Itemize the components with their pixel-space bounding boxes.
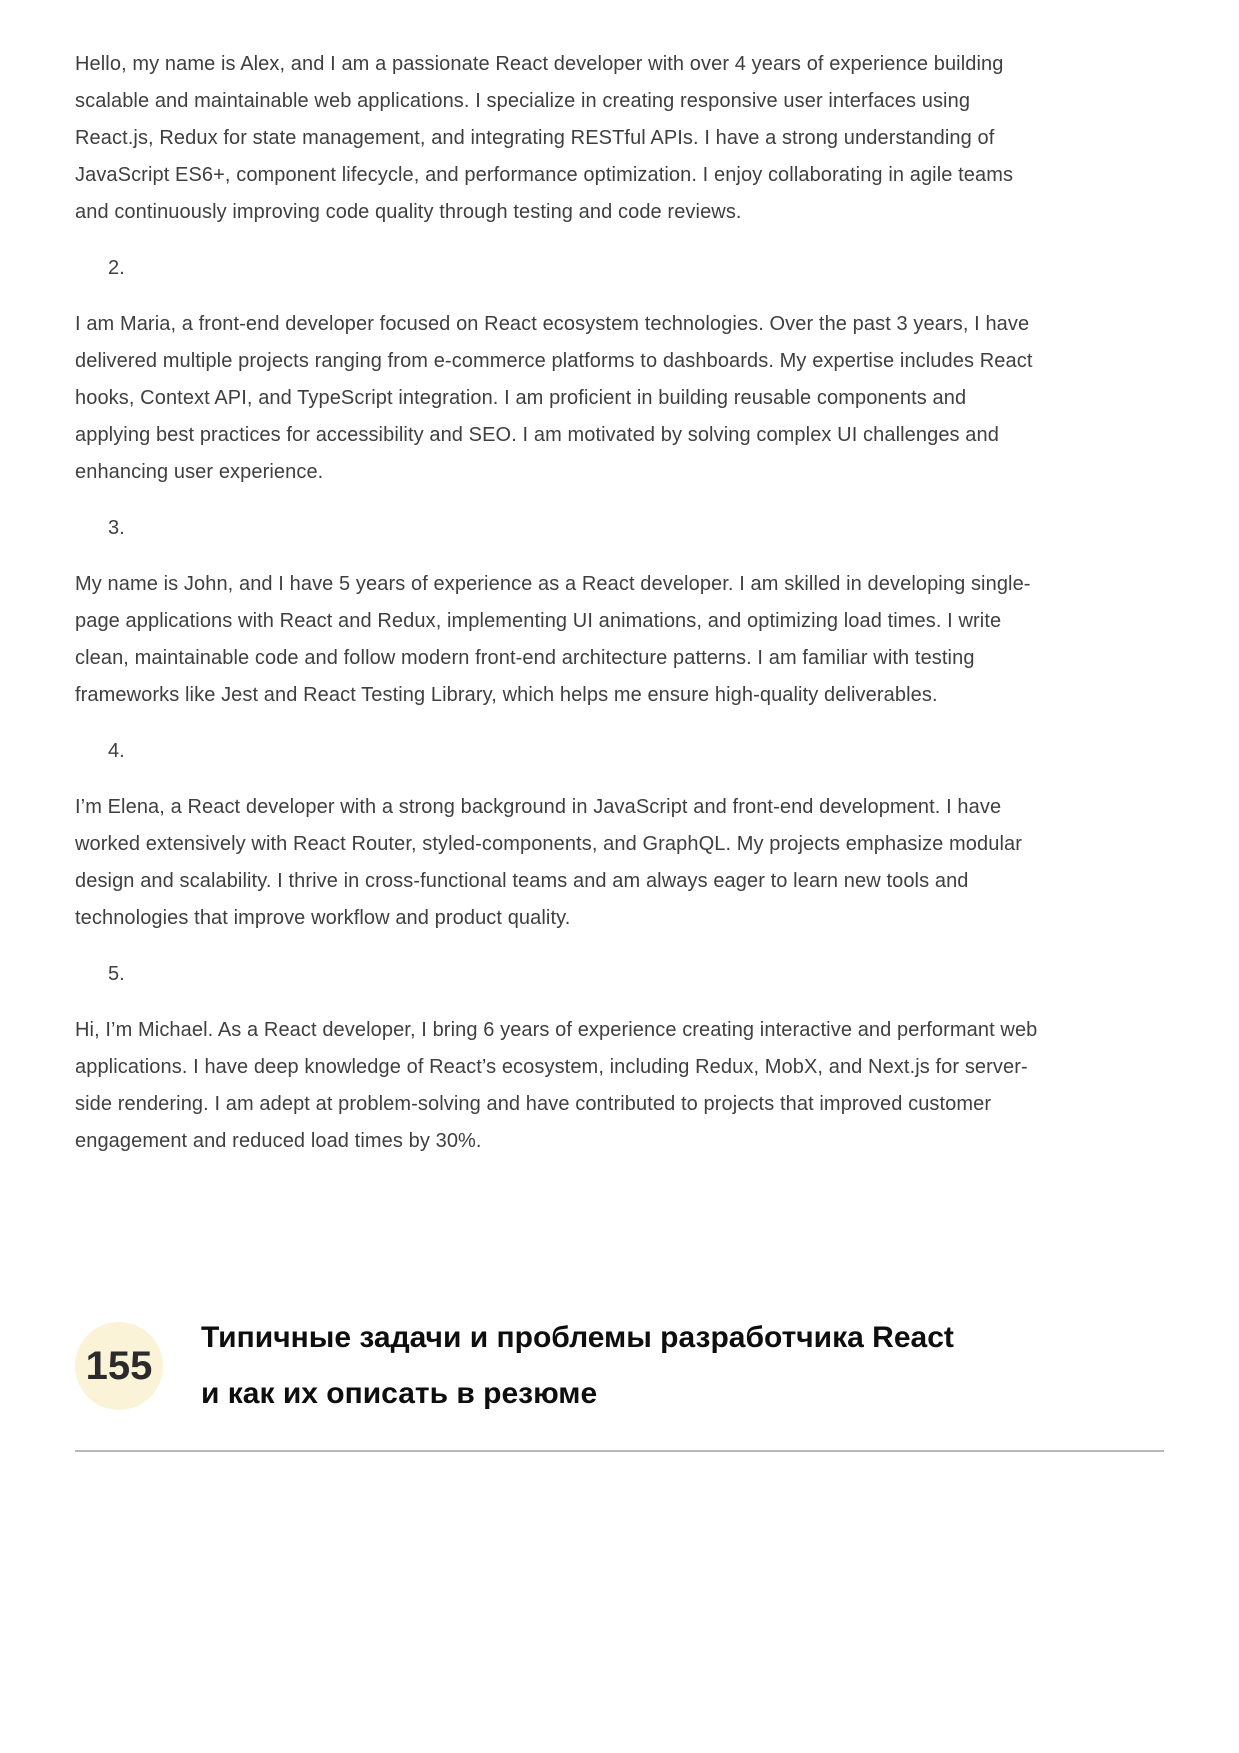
section-title (201, 1310, 954, 1422)
paragraph-michael: Hi, I’m Michael. As a React developer, I bring 6 years of experience creating interactive and performant web applications. I have deep knowledge of React’s ecosystem, including Redux, MobX, and Next.js for server-side rendering. I am adept at problem-solving and have contributed to projects that improved customer engagement and reduced load times by 30%. (75, 1019, 1038, 1152)
section-divider (75, 1450, 1164, 1452)
section-title-line-2: и как их описать в резюме (201, 1377, 598, 1410)
paragraph-alex: Hello, my name is Alex, and I am a passionate React developer with over 4 years of experience building scalable and maintainable web applications. I specialize in creating responsive user interfaces using React.js, Redux for state management, and integrating RESTful APIs. I have a strong understanding of JavaScript ES6+, component lifecycle, and performance optimization. I enjoy collaborating in agile teams and continuously improving code quality through testing and code reviews. (75, 53, 1014, 223)
paragraph-john: My name is John, and I have 5 years of experience as a React developer. I am skilled in developing single-page applications with React and Redux, implementing UI animations, and optimizing load times. I write clean, maintainable code and follow modern front-end architecture patterns. I am familiar with testing frameworks like Jest and React Testing Library, which helps me ensure high-quality deliverables. (75, 573, 1031, 706)
section-title-line-1: Типичные задачи и проблемы разработчика React (201, 1321, 954, 1354)
list-number-4: 4. (108, 740, 125, 762)
section-number-badge (75, 1322, 163, 1410)
section-header (75, 1310, 1164, 1422)
list-number-5: 5. (108, 963, 125, 985)
paragraph-maria: I am Maria, a front-end developer focused on React ecosystem technologies. Over the past 3 years, I have delivered multiple projects ranging from e-commerce platforms to dashboards. My expertise includes React hooks, Context API, and TypeScript integration. I am proficient in building reusable components and applying best practices for accessibility and SEO. I am motivated by solving complex UI challenges and enhancing user experience. (75, 313, 1033, 483)
list-number-2: 2. (108, 257, 125, 279)
list-number-3: 3. (108, 517, 125, 539)
paragraph-elena: I’m Elena, a React developer with a strong background in JavaScript and front-end development. I have worked extensively with React Router, styled-components, and GraphQL. My projects emphasize modular design and scalability. I thrive in cross-functional teams and am always eager to learn new tools and technologies that improve workflow and product quality. (75, 796, 1022, 929)
section-number: 155 (85, 1343, 153, 1388)
page-content (75, 0, 1043, 1160)
